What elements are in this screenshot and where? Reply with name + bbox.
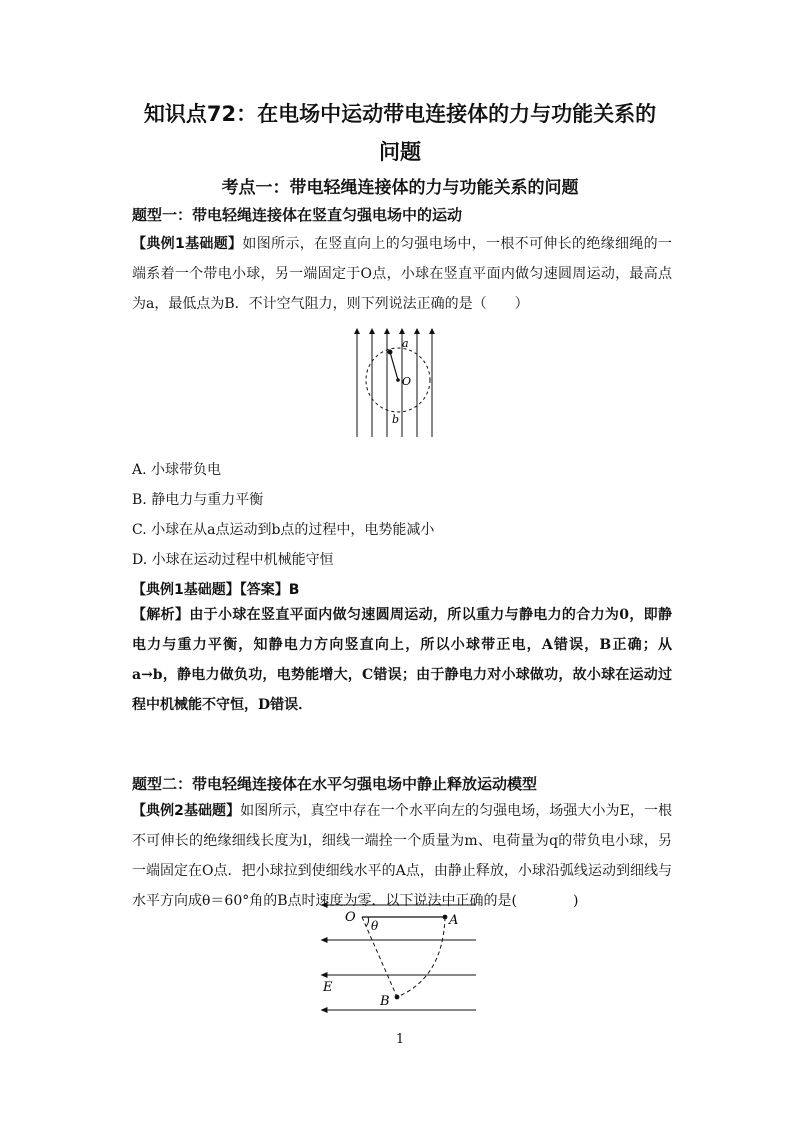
- label-E: E: [323, 980, 333, 995]
- page-title-line2: 问题: [379, 140, 421, 164]
- pivot-point: [396, 378, 400, 382]
- page-title-line1: 知识点72：在电场中运动带电连接体的力与功能关系的: [143, 102, 657, 126]
- point-B: [395, 995, 400, 1000]
- label-theta: θ: [371, 919, 379, 933]
- analysis-text: 由于小球在竖直平面内做匀速圆周运动，所以重力与静电力的合力为0，即静电力与重力平衡，知静电力方向竖直向上，所以小球带正电，A错误，B正确；从a→b，静电力做负功，电势能增大，C错误；由于静电力对小球做功，故小球在运动过程中机械能不守恒，D错误．: [132, 607, 672, 713]
- label-a: a: [402, 337, 409, 350]
- analysis-tag: 【解析】: [132, 607, 190, 623]
- example2-tag: 【典例2基础题】: [132, 803, 241, 819]
- option-a: A. 小球带负电: [132, 462, 222, 478]
- kaodian-heading: 考点一：带电轻绳连接体的力与功能关系的问题: [221, 178, 579, 198]
- angle-arc: [366, 917, 369, 926]
- example2-text: 如图所示，真空中存在一个水平向左的匀强电场，场强大小为E，一根不可伸长的绝缘细线长度为l，细线一端拴一个质量为m、电荷量为q的带负电小球，另一端固定在O点．把小球拉到使细线水平的A点，由静止释放，小球沿弧线运动到细线与水平方向成θ＝60°角的B点时速度为零．以下说法中正确的是( ): [132, 803, 672, 909]
- example1-stem: [132, 229, 672, 319]
- ball-point: [388, 350, 393, 355]
- answer-line: 【典例1基础题】【答案】B: [132, 582, 300, 598]
- label-B: B: [380, 994, 390, 1009]
- page-number: 1: [395, 1032, 405, 1047]
- type2-heading: 题型二：带电轻绳连接体在水平匀强电场中静止释放运动模型: [132, 775, 538, 793]
- label-A: A: [449, 913, 459, 928]
- analysis-paragraph: [132, 600, 672, 720]
- label-O: O: [345, 910, 356, 925]
- example1-tag: 【典例1基础题】: [132, 236, 243, 252]
- type1-heading: 题型一：带电轻绳连接体在竖直匀强电场中的运动: [132, 206, 463, 224]
- string-dashed: [362, 917, 397, 997]
- example1-text: 如图所示，在竖直向上的匀强电场中，一根不可伸长的绝缘细绳的一端系着一个带电小球，另一端固定于O点，小球在竖直平面内做匀速圆周运动，最高点为a，最低点为B．不计空气阻力，则下列说法正确的是（ ）: [132, 236, 672, 312]
- string-line: [390, 352, 398, 380]
- option-c: C. 小球在从a点运动到b点的过程中，电势能减小: [132, 522, 435, 538]
- label-O: O: [402, 375, 412, 388]
- figure-horizontal-field: [318, 898, 483, 1018]
- arc-path: [397, 917, 445, 997]
- figure-vertical-field: [340, 325, 460, 440]
- label-b: b: [392, 413, 400, 426]
- option-d: D. 小球在运动过程中机械能守恒: [132, 552, 334, 568]
- option-b: B. 静电力与重力平衡: [132, 492, 264, 508]
